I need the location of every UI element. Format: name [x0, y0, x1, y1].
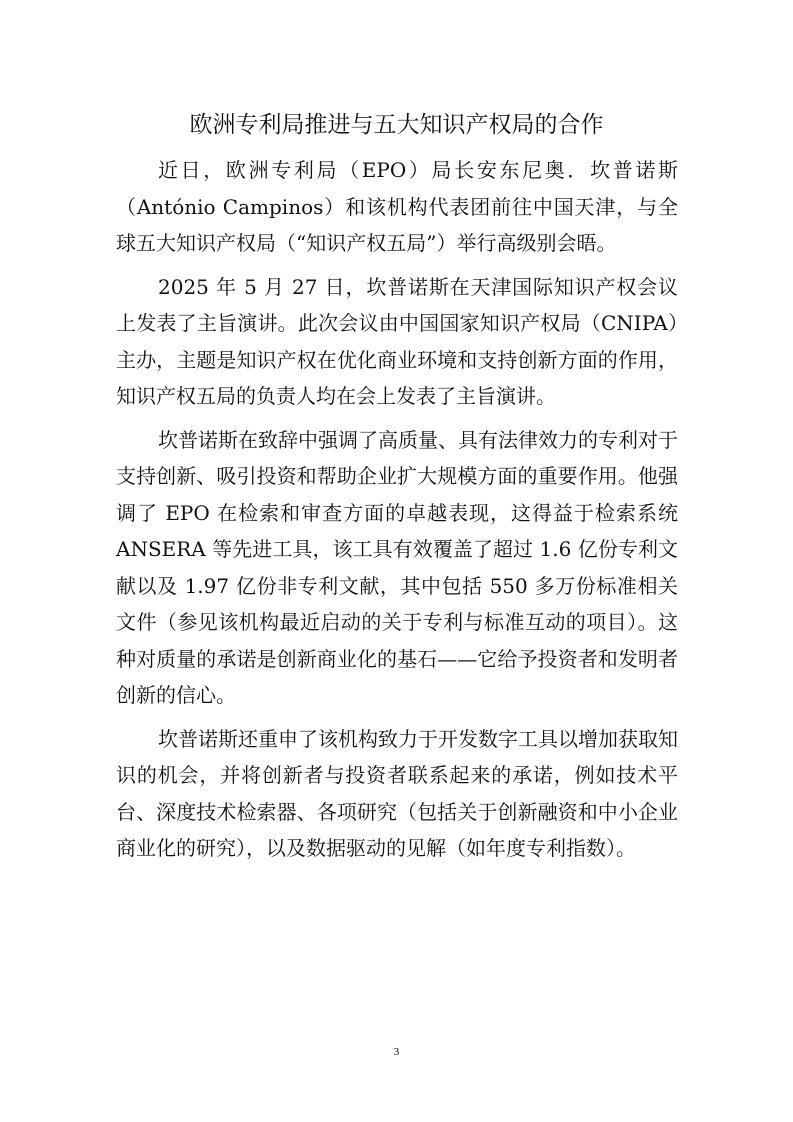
paragraph-1: 近日，欧洲专利局（EPO）局长安东尼奥．坎普诺斯（António Campinos）和该机构代表团前往中国天津，与全球五大知识产权局（“知识产权五局”）举行高级别会晤。 [116, 158, 678, 255]
document-title: 欧洲专利局推进与五大知识产权局的合作 [189, 112, 604, 138]
page-number: 3 [393, 1046, 400, 1058]
paragraph-4: 坎普诺斯还重申了该机构致力于开发数字工具以增加获取知识的机会，并将创新者与投资者联系起来的承诺，例如技术平台、深度技术检索器、各项研究（包括关于创新融资和中小企业商业化的研究），以及数据驱动的见解（如年度专利指数）。 [116, 726, 678, 860]
paragraph-3: 坎普诺斯在致辞中强调了高质量、具有法律效力的专利对于支持创新、吸引投资和帮助企业扩大规模方面的重要作用。他强调了 EPO 在检索和审查方面的卓越表现，这得益于检索系统 ANSERA 等先进工具，该工具有效覆盖了超过 1.6 亿份专利文献以及 1.97 亿份非专利文献，其中包括 550 多万份标准相关文件（参见该机构最近启动的关于专利与标准互动的项目）。这种对质量的承诺是创新商业化的基石——它给予投资者和发明者创新的信心。 [116, 427, 678, 707]
article-body [116, 152, 678, 874]
paragraph-2: 2025 年 5 月 27 日，坎普诺斯在天津国际知识产权会议上发表了主旨演讲。此次会议由中国国家知识产权局（CNIPA）主办，主题是知识产权在优化商业环境和支持创新方面的作用，知识产权五局的负责人均在会上发表了主旨演讲。 [116, 274, 678, 408]
